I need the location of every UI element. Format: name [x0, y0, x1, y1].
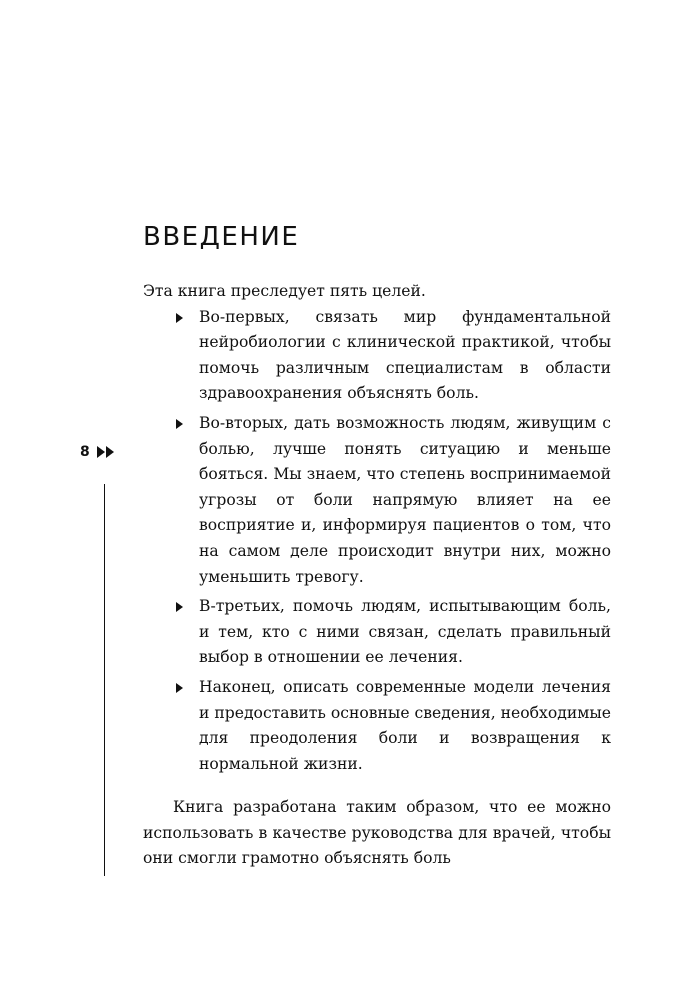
closing-paragraph: Книга разработана таким образом, что ее можно использовать в качестве руководства для врачей, чтобы они смогли грамотно объяснять боль [143, 798, 611, 868]
goals-list [143, 305, 611, 778]
chapter-title: ВВЕДЕНИЕ [143, 222, 300, 252]
list-item [199, 594, 611, 671]
page-number: 8 [80, 444, 91, 460]
body-text [143, 279, 611, 872]
goal-text: Во-вторых, дать возможность людям, живущим с болью, лучше понять ситуацию и меньше бояться. Мы знаем, что степень воспринимаемой угрозы от боли напрямую влияет на ее восприятие и, информируя пациентов о том, что на самом деле происходит внутри них, можно уменьшить тревогу. [199, 413, 611, 586]
list-item [199, 411, 611, 590]
goal-text: В-третьих, помочь людям, испытывающим боль, и тем, кто с ними связан, сделать правильный выбор в отношении ее лечения. [199, 597, 611, 667]
list-item [199, 675, 611, 777]
goal-text: Наконец, описать современные модели лечения и предоставить основные сведения, необходимые для преодоления боли и возвращения к нормальной жизни. [199, 677, 611, 773]
goal-text: Во-первых, связать мир фундаментальной нейробиологии с клинической практикой, чтобы помочь различным специалистам в области здравоохранения объяснять боль. [199, 307, 611, 403]
triangle-bullet-icon [176, 602, 183, 612]
list-item [199, 305, 611, 407]
triangle-bullet-icon [176, 313, 183, 323]
double-arrow-icon [97, 446, 115, 458]
intro-paragraph: Эта книга преследует пять целей. [143, 282, 426, 300]
triangle-bullet-icon [176, 419, 183, 429]
triangle-bullet-icon [176, 683, 183, 693]
margin-rule [104, 484, 105, 876]
